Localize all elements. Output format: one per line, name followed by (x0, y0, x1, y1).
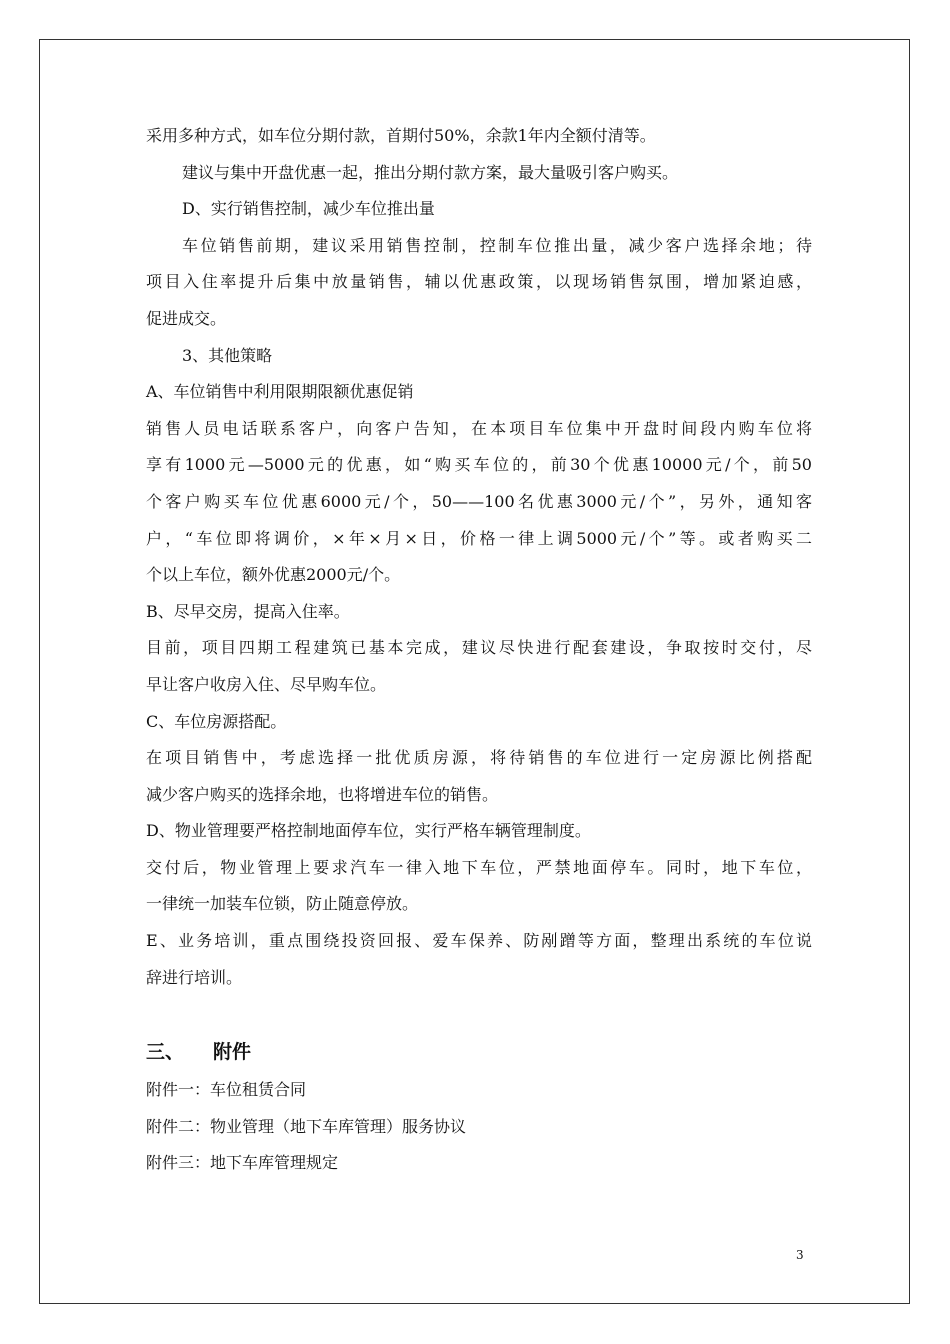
attachment-item-3: 附件三：地下车库管理规定 (146, 1153, 339, 1173)
section-title: 附件 (213, 1041, 252, 1064)
text-line: 目前，项目四期工程建筑已基本完成，建议尽快进行配套建设，争取按时交付，尽 (146, 638, 812, 658)
text-line: 辞进行培训。 (146, 967, 243, 987)
text-line: B、尽早交房，提高入住率。 (146, 601, 350, 621)
text-line: 销售人员电话联系客户，向客户告知，在本项目车位集中开盘时间段内购车位将 (146, 418, 812, 438)
section-spacer (146, 996, 812, 1032)
section-heading (146, 1032, 812, 1072)
text-line: 车位销售前期，建议采用销售控制，控制车位推出量，减少客户选择余地；待 (182, 235, 812, 255)
text-line: D、实行销售控制，减少车位推出量 (182, 199, 435, 219)
text-line: D、物业管理要严格控制地面停车位，实行严格车辆管理制度。 (146, 821, 591, 841)
body-text (146, 118, 812, 996)
text-line: A、车位销售中利用限期限额优惠促销 (146, 382, 414, 402)
page-number: 3 (796, 1248, 804, 1262)
text-line: 个以上车位，额外优惠2000元/个。 (146, 565, 401, 585)
document-body (146, 118, 812, 1182)
text-line: 采用多种方式，如车位分期付款，首期付50%，余款1年内全额付清等。 (146, 126, 656, 145)
text-line: 交付后，物业管理上要求汽车一律入地下车位，严禁地面停车。同时，地下车位， (146, 857, 812, 877)
text-line: E、业务培训，重点围绕投资回报、爱车保养、防剐蹭等方面，整理出系统的车位说 (146, 931, 812, 951)
text-line: C、车位房源搭配。 (146, 711, 287, 731)
text-line: 促进成交。 (146, 308, 227, 328)
text-line: 一律统一加装车位锁，防止随意停放。 (146, 894, 419, 914)
attachment-item-2: 附件二：物业管理（地下车库管理）服务协议 (146, 1116, 467, 1136)
text-line: 户，“车位即将调价，×年×月×日，价格一律上调5000元/个”等。或者购买二 (146, 528, 812, 548)
text-line: 个客户购买车位优惠6000元/个，50——100名优惠3000元/个”，另外，通知客 (146, 491, 812, 511)
text-line: 项目入住率提升后集中放量销售，辅以优惠政策，以现场销售氛围，增加紧迫感， (146, 272, 812, 292)
text-line: 享有1000元—5000元的优惠，如“购买车位的，前30个优惠10000元/个，前50 (146, 455, 812, 475)
text-line: 减少客户购买的选择余地，也将增进车位的销售。 (146, 784, 499, 804)
text-line: 建议与集中开盘优惠一起，推出分期付款方案，最大量吸引客户购买。 (182, 162, 679, 182)
attachment-item-1: 附件一：车位租赁合同 (146, 1080, 307, 1100)
text-line: 早让客户收房入住、尽早购车位。 (146, 674, 387, 694)
section-number: 三、 (146, 1041, 185, 1064)
text-line: 在项目销售中，考虑选择一批优质房源，将待销售的车位进行一定房源比例搭配 (146, 748, 812, 768)
text-line: 3、其他策略 (182, 345, 273, 365)
